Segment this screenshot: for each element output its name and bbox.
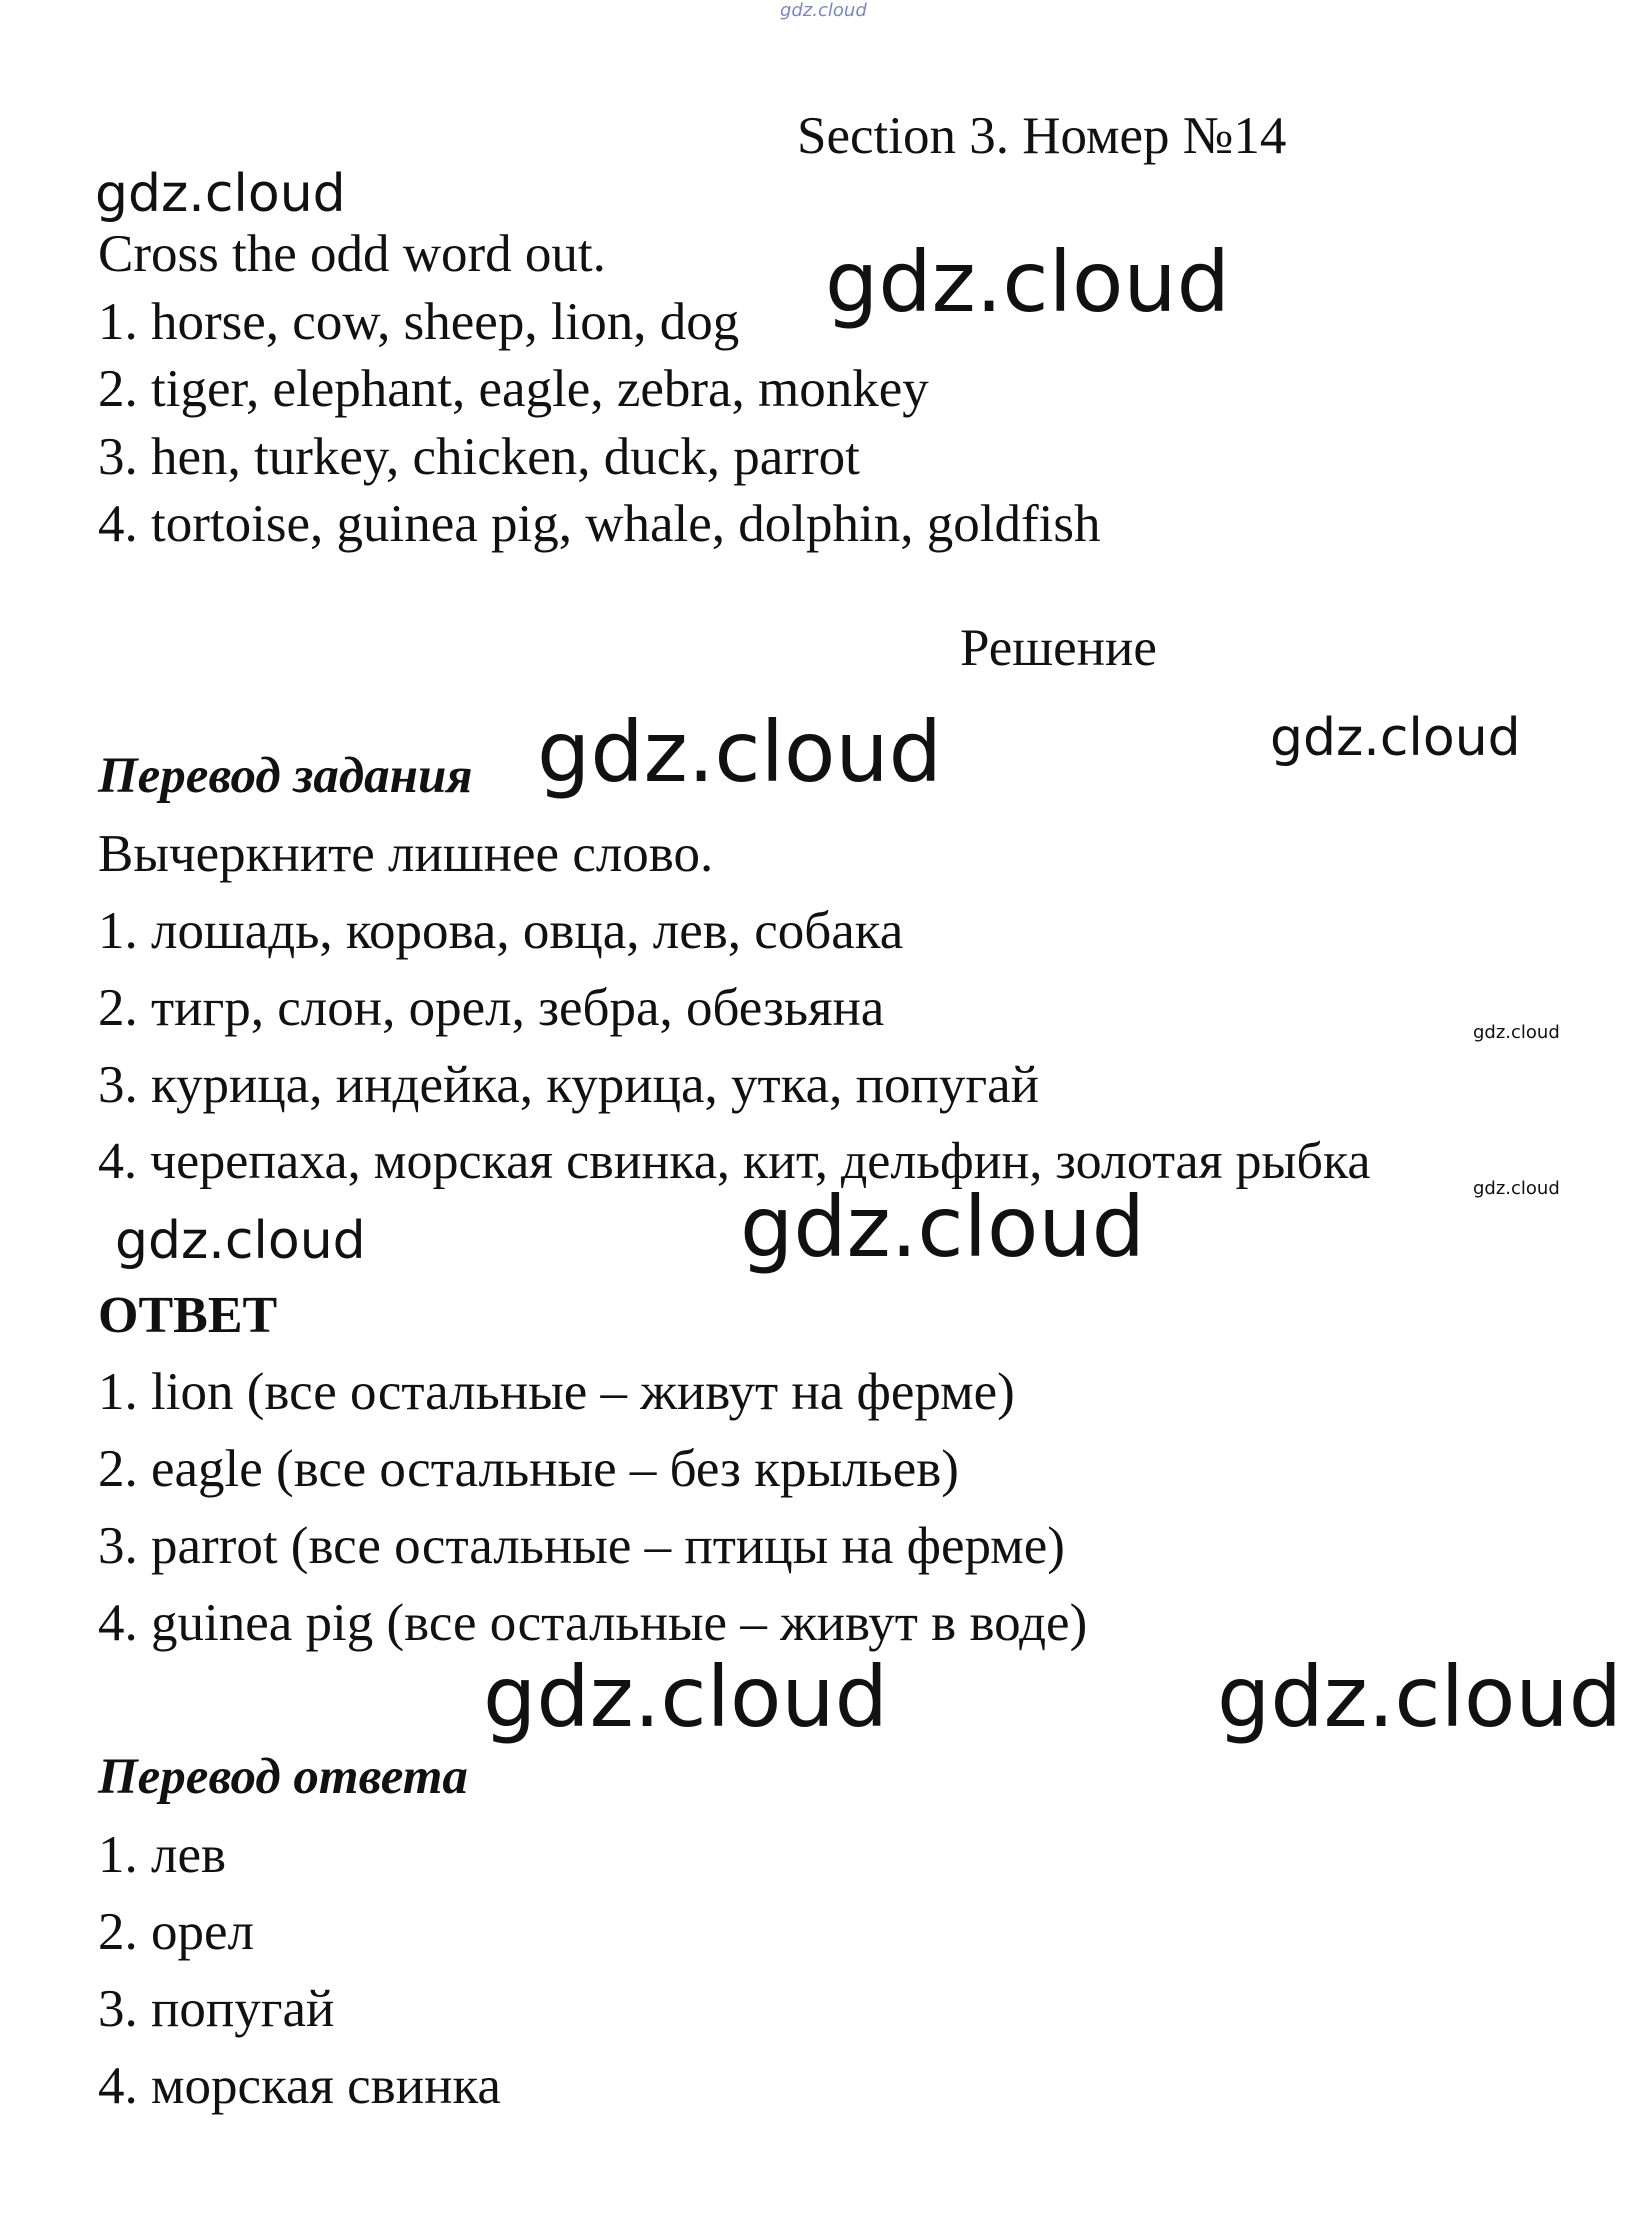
answer-item: 3. parrot (все остальные – птицы на ферме) xyxy=(98,1517,1065,1575)
answer-translation-item: 4. морская свинка xyxy=(98,2057,501,2115)
answer-translation-item: 2. орел xyxy=(98,1903,254,1961)
translation-item: 2. тигр, слон, орел, зебра, обезьяна xyxy=(98,979,885,1037)
translation-item: 1. лошадь, корова, овца, лев, собака xyxy=(98,902,904,960)
watermark-tiny-1: gdz.cloud xyxy=(1473,1022,1560,1043)
page-title: Section 3. Номер №14 xyxy=(797,107,1287,165)
task-instruction: Cross the odd word out. xyxy=(98,225,606,283)
translation-heading: Перевод задания xyxy=(98,748,473,804)
watermark-top-left: gdz.cloud xyxy=(95,164,346,224)
watermark-left-2: gdz.cloud xyxy=(115,1211,366,1271)
watermark-large-3: gdz.cloud xyxy=(740,1178,1145,1276)
task-item: 4. tortoise, guinea pig, whale, dolphin, goldfish xyxy=(98,495,1101,553)
answer-item: 4. guinea pig (все остальные – живут в воде) xyxy=(98,1594,1088,1652)
watermark-right-1: gdz.cloud xyxy=(1270,708,1521,768)
answer-translation-heading: Перевод ответа xyxy=(98,1749,468,1805)
watermark-large-5: gdz.cloud xyxy=(1217,1648,1622,1746)
answer-translation-item: 3. попугай xyxy=(98,1980,335,2038)
answer-item: 1. lion (все остальные – живут на ферме) xyxy=(98,1363,1015,1421)
watermark-large-2: gdz.cloud xyxy=(537,703,942,801)
watermark-large-1: gdz.cloud xyxy=(825,233,1230,331)
watermark-large-4: gdz.cloud xyxy=(483,1648,888,1746)
task-item: 2. tiger, elephant, eagle, zebra, monkey xyxy=(98,360,929,418)
answer-heading: ОТВЕТ xyxy=(98,1287,278,1344)
translation-item: 4. черепаха, морская свинка, кит, дельфин, золотая рыбка xyxy=(98,1133,1371,1190)
solution-label: Решение xyxy=(960,619,1157,677)
watermark-tiny-2: gdz.cloud xyxy=(1473,1178,1560,1199)
watermark-top-small: gdz.cloud xyxy=(780,0,867,21)
translation-instruction: Вычеркните лишнее слово. xyxy=(98,825,714,883)
task-item: 1. horse, cow, sheep, lion, dog xyxy=(98,293,740,351)
answer-item: 2. eagle (все остальные – без крыльев) xyxy=(98,1440,959,1498)
answer-translation-item: 1. лев xyxy=(98,1826,226,1884)
translation-item: 3. курица, индейка, курица, утка, попугай xyxy=(98,1056,1040,1114)
task-item: 3. hen, turkey, chicken, duck, parrot xyxy=(98,428,860,486)
